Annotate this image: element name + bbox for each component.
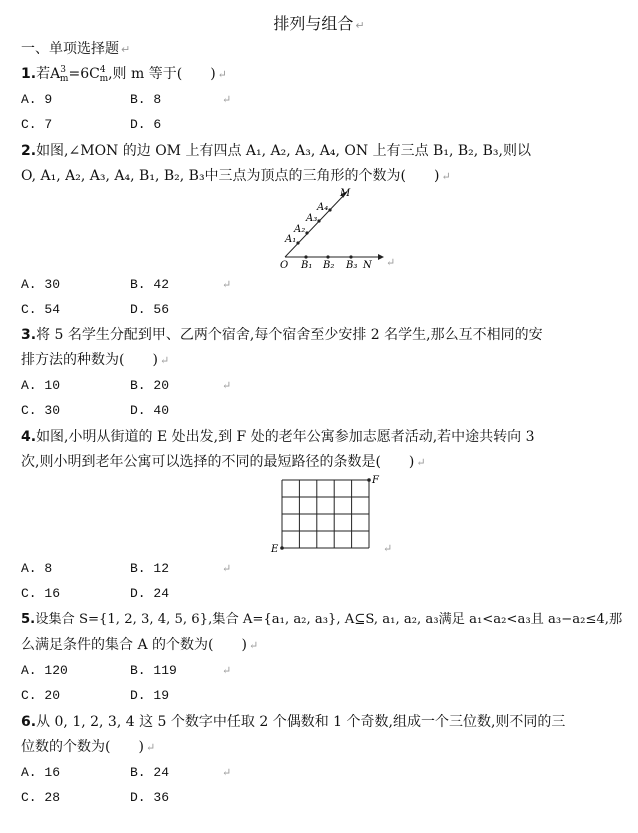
label-e: E bbox=[271, 544, 279, 555]
question-6 bbox=[21, 712, 565, 732]
return-mark: ↵ bbox=[416, 456, 426, 469]
question-number: 2. bbox=[21, 143, 37, 159]
section-text: 一、单项选择题 bbox=[21, 41, 119, 57]
angle-figure bbox=[270, 186, 400, 272]
question-2-line-2 bbox=[21, 166, 451, 187]
return-mark: ↵ bbox=[222, 562, 232, 575]
question-text: 如图,小明从街道的 E 处出发,到 F 处的老年公寓参加志愿者活动,若中途共转向 3 bbox=[36, 429, 535, 445]
ray-on-arrow bbox=[378, 254, 384, 260]
label-a2: A₂ bbox=[294, 224, 306, 235]
label-o: O bbox=[280, 260, 289, 271]
question-5 bbox=[21, 610, 622, 630]
option-b: B. 8 bbox=[130, 92, 162, 107]
question-2 bbox=[21, 141, 531, 161]
perm-sup: 3 bbox=[60, 65, 66, 75]
option-d: D. 19 bbox=[130, 688, 170, 703]
option-a: A. 120 bbox=[21, 663, 68, 678]
question-4-line-2 bbox=[21, 452, 426, 473]
perm-symbol: A bbox=[50, 66, 61, 82]
return-mark: ↵ bbox=[248, 639, 259, 652]
combination-expression bbox=[89, 66, 108, 82]
street-grid-figure bbox=[268, 472, 388, 558]
question-4 bbox=[21, 427, 535, 447]
document-title bbox=[0, 11, 638, 34]
option-c: C. 20 bbox=[21, 688, 61, 703]
label-a1: A₁ bbox=[285, 234, 297, 245]
point-a4 bbox=[328, 208, 331, 211]
question-6-line-2 bbox=[21, 737, 155, 758]
return-mark: ↵ bbox=[355, 19, 365, 32]
option-d: D. 6 bbox=[130, 117, 162, 132]
return-mark: ↵ bbox=[121, 43, 131, 56]
question-1 bbox=[21, 64, 227, 86]
option-a: A. 30 bbox=[21, 277, 61, 292]
point-b1 bbox=[304, 255, 307, 258]
return-mark: ↵ bbox=[217, 68, 227, 81]
return-mark: ↵ bbox=[145, 741, 156, 754]
label-n: N bbox=[363, 260, 372, 271]
question-number: 5. bbox=[21, 612, 36, 627]
comb-sub: m bbox=[99, 74, 109, 84]
option-a: A. 8 bbox=[21, 561, 53, 576]
point-e bbox=[280, 546, 284, 550]
return-mark: ↵ bbox=[386, 256, 396, 269]
return-mark: ↵ bbox=[441, 170, 451, 183]
option-c: C. 16 bbox=[21, 586, 61, 601]
option-d: D. 36 bbox=[130, 790, 170, 805]
permutation-expression bbox=[50, 66, 68, 82]
perm-sub: m bbox=[59, 74, 69, 84]
question-5-line-2 bbox=[21, 635, 258, 656]
option-c: C. 30 bbox=[21, 403, 61, 418]
question-text: 从 0, 1, 2, 3, 4 这 5 个数字中任取 2 个偶数和 1 个奇数,组成一个三位数,则不同的三 bbox=[36, 714, 566, 730]
question-text: 将 5 名学生分配到甲、乙两个宿舍,每个宿舍至少安排 2 名学生,那么互不相同的安 bbox=[36, 327, 543, 343]
return-mark: ↵ bbox=[159, 354, 170, 367]
return-mark: ↵ bbox=[222, 766, 232, 779]
comb-sup: 4 bbox=[99, 65, 106, 75]
label-m: M bbox=[340, 188, 351, 199]
question-number: 1. bbox=[21, 66, 37, 82]
return-mark: ↵ bbox=[383, 542, 393, 555]
question-text: ,则 m 等于( ) bbox=[108, 66, 216, 82]
option-b: B. 12 bbox=[130, 561, 170, 576]
point-f bbox=[367, 478, 371, 482]
return-mark: ↵ bbox=[222, 278, 232, 291]
option-b: B. 20 bbox=[130, 378, 170, 393]
question-number: 3. bbox=[21, 327, 37, 343]
equals-text: =6 bbox=[68, 66, 90, 82]
option-b: B. 42 bbox=[130, 277, 170, 292]
question-number: 6. bbox=[21, 714, 37, 730]
grid-lines bbox=[282, 480, 369, 548]
question-text: 么满足条件的集合 A 的个数为( ) bbox=[21, 637, 247, 653]
option-d: D. 24 bbox=[130, 586, 170, 601]
point-a3 bbox=[317, 219, 320, 222]
question-text: O, A₁, A₂, A₃, A₄, B₁, B₂, B₃中三点为顶点的三角形的个数为( ) bbox=[21, 168, 440, 184]
label-f: F bbox=[372, 475, 379, 486]
point-b3 bbox=[349, 255, 352, 258]
point-b2 bbox=[326, 255, 329, 258]
option-d: D. 56 bbox=[130, 302, 170, 317]
question-3 bbox=[21, 325, 543, 345]
question-text: 排方法的种数为( ) bbox=[21, 352, 158, 368]
option-b: B. 119 bbox=[130, 663, 177, 678]
question-text: 设集合 S={1, 2, 3, 4, 5, 6},集合 A={a₁, a₂, a₃}, A⊆S, a₁, a₂, a₃满足 a₁<a₂<a₃且 a₃−a₂≤4,那 bbox=[35, 612, 623, 627]
label-a3: A₃ bbox=[306, 213, 318, 224]
return-mark: ↵ bbox=[222, 93, 232, 106]
comb-symbol: C bbox=[89, 66, 100, 82]
point-a2 bbox=[305, 231, 308, 234]
question-number: 4. bbox=[21, 429, 37, 445]
option-b: B. 24 bbox=[130, 765, 170, 780]
label-a4: A₄ bbox=[317, 202, 329, 213]
option-c: C. 54 bbox=[21, 302, 61, 317]
question-text: 若 bbox=[36, 66, 51, 82]
section-heading bbox=[21, 39, 130, 60]
label-b1: B₁ bbox=[301, 260, 313, 271]
option-a: A. 10 bbox=[21, 378, 61, 393]
question-text: 如图,∠MON 的边 OM 上有四点 A₁, A₂, A₃, A₄, ON 上有三点 B₁, B₂, B₃,则以 bbox=[36, 143, 531, 159]
point-a1 bbox=[296, 241, 299, 244]
option-c: C. 7 bbox=[21, 117, 53, 132]
question-text: 次,则小明到老年公寓可以选择的不同的最短路径的条数是( ) bbox=[21, 454, 415, 470]
option-a: A. 9 bbox=[21, 92, 53, 107]
option-a: A. 16 bbox=[21, 765, 61, 780]
question-text: 位数的个数为( ) bbox=[21, 739, 144, 755]
option-c: C. 28 bbox=[21, 790, 61, 805]
return-mark: ↵ bbox=[222, 379, 232, 392]
option-d: D. 40 bbox=[130, 403, 170, 418]
label-b2: B₂ bbox=[323, 260, 335, 271]
title-text: 排列与组合 bbox=[273, 14, 354, 33]
return-mark: ↵ bbox=[222, 664, 232, 677]
question-3-line-2 bbox=[21, 350, 169, 371]
label-b3: B₃ bbox=[346, 260, 358, 271]
